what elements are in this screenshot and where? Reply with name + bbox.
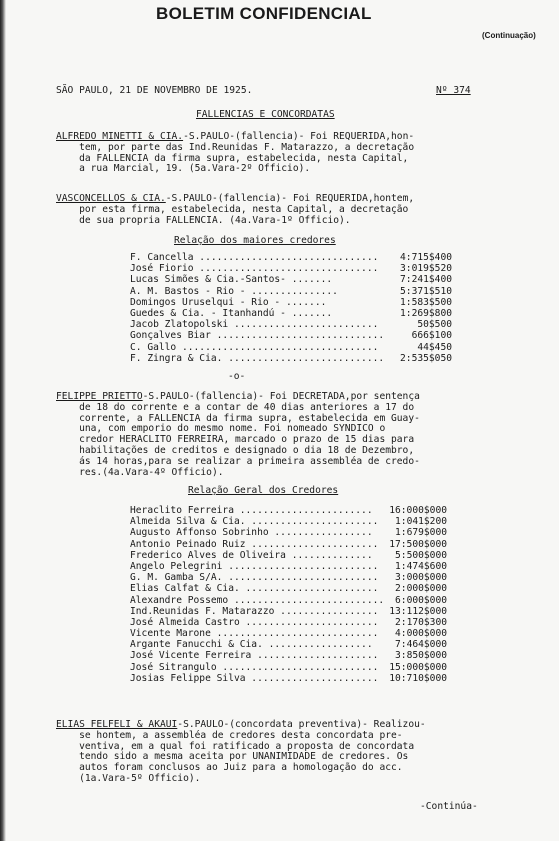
creditor-amount: 7:241$400	[400, 274, 452, 286]
entry-line: se hontem, a assembléa de credores desta concordata pre-	[56, 729, 403, 741]
section-title: FALLENCIAS E CONCORDATAS	[196, 109, 335, 120]
entry-line: autos foram conclusos ao Juiz para a homologação do acc.	[56, 762, 403, 774]
creditor-amount: 17:500$000	[389, 538, 447, 550]
entry-felippe-prietto	[56, 392, 420, 478]
creditor-amount: 15:000$000	[389, 661, 447, 673]
creditor-amount: 3:850$000	[395, 650, 447, 662]
creditor-name: Ind.Reunidas F. Matarazzo .................	[130, 605, 379, 617]
entry-line: habilitações de creditos e designado o dia 18 de Dezembro,	[56, 444, 415, 456]
creditor-name: Frederico Alves de Oliveira ..............	[130, 549, 373, 561]
entry-line: ELIAS FELFELI & AKAUI-S.PAULO-(concordata preventiva)- Realizou-	[56, 719, 426, 730]
creditor-row	[130, 650, 447, 661]
creditor-row	[130, 308, 452, 319]
creditor-amount: 2:535$050	[400, 352, 452, 364]
creditor-amount: 5:500$000	[395, 549, 447, 561]
bulletin-number: Nº 374	[436, 85, 471, 96]
creditor-name: Guedes & Cia. - Itanhandú - .......	[130, 307, 333, 319]
creditor-amount: 1:679$000	[395, 527, 447, 539]
creditor-name: Elias Calfat & Cia. .......................	[130, 583, 379, 595]
creditor-row	[130, 527, 447, 538]
creditor-name: José Fiorio ...............................	[130, 263, 379, 275]
entry-line: tem, por parte das Ind.Reunidas F. Matarazzo, a decretação	[56, 141, 415, 153]
creditor-row	[130, 583, 447, 594]
creditor-row	[130, 297, 452, 308]
creditor-amount: 50$500	[417, 319, 452, 331]
creditor-name: Augusto Affonso Sobrinho .................	[130, 527, 373, 539]
creditor-row	[130, 353, 452, 364]
creditor-amount: 1:583$500	[400, 296, 452, 308]
creditor-amount: 1:269$800	[400, 307, 452, 319]
creditor-amount: 44$450	[417, 341, 452, 353]
entry-line: de sua propria FALLENCIA. (4a.Vara-1º Officio).	[56, 214, 351, 226]
creditor-row	[130, 662, 447, 673]
continues-footer: -Continúa-	[420, 801, 478, 812]
creditor-amount: 1:474$600	[395, 560, 447, 572]
creditor-row	[130, 639, 447, 650]
creditor-name: Gonçalves Biar .............................	[130, 330, 385, 342]
entry-line: corrente, a FALLENCIA da firma supra, estabelecida em Guay-	[56, 412, 420, 424]
creditor-row	[130, 550, 447, 561]
creditor-row	[130, 617, 447, 628]
entry-line: tendo sido a mesma aceita por UNANIMIDADE de credores. Os	[56, 751, 409, 763]
page-edge-shadow	[0, 0, 6, 841]
creditor-row	[130, 595, 447, 606]
entry-line: por esta firma, estabelecida, nesta Capital, a decretação	[56, 203, 409, 215]
creditor-name: Antonio Peinado Ruiz ......................	[130, 538, 379, 550]
creditor-row	[130, 516, 447, 527]
entry-line: (1a.Vara-5º Officio).	[56, 772, 201, 784]
creditor-amount: 10:710$000	[389, 672, 447, 684]
creditor-name: Lucas Simões & Cia.-Santos- .......	[130, 274, 333, 286]
creditor-row	[130, 319, 452, 330]
creditors-list	[130, 505, 447, 684]
creditor-name: Alexandre Possemo ..........................	[130, 594, 385, 606]
creditor-name: F. Zingra & Cia. ...........................	[130, 352, 385, 364]
creditor-row	[130, 252, 452, 263]
creditor-row	[130, 286, 452, 297]
creditor-amount: 3:000$000	[395, 572, 447, 584]
entry-line: una, com emporio do mesmo nome. Foi nomeado SYNDICO o	[56, 423, 386, 435]
creditor-name: C. Gallo ..................................	[130, 341, 379, 353]
creditor-amount: 13:112$000	[389, 605, 447, 617]
entry-line: de 18 do corrente e a contar de 40 dias anteriores a 17 do	[56, 401, 415, 413]
creditor-row	[130, 330, 452, 341]
dateline: SÃO PAULO, 21 DE NOVEMBRO DE 1925.	[56, 85, 253, 96]
creditor-name: Josias Felippe Silva ......................	[130, 672, 379, 684]
separator: -o-	[228, 371, 246, 382]
creditor-name: Heraclito Ferreira .......................	[130, 505, 373, 516]
entry-alfredo-minetti	[56, 132, 414, 175]
creditors-title: Relação dos maiores credores	[174, 235, 336, 246]
creditor-name: José Sitrangulo ...........................	[130, 661, 379, 673]
creditors-list	[130, 252, 452, 364]
creditor-amount: 2:170$300	[395, 616, 447, 628]
continuation-label: (Continuação)	[482, 31, 536, 40]
creditor-row	[130, 561, 447, 572]
creditor-amount: 16:000$000	[389, 505, 447, 516]
creditor-amount: 666$100	[411, 330, 452, 342]
entry-line: VASCONCELLOS & CIA.-S.PAULO-(fallencia)- Foi REQUERIDA,hontem,	[56, 193, 415, 204]
creditor-amount: 6:000$000	[395, 594, 447, 606]
entry-line: da FALLENCIA da firma supra, estabelecida, nesta Capital,	[56, 152, 409, 164]
creditor-name: Argante Fanucchi & Cia. ..................	[130, 639, 373, 651]
creditor-name: F. Cancella ...............................	[130, 252, 379, 263]
entry-vasconcellos	[56, 194, 414, 226]
creditor-name: José Almeida Castro .......................	[130, 616, 379, 628]
creditor-amount: 4:715$400	[400, 252, 452, 263]
creditor-amount: 2:000$000	[395, 583, 447, 595]
entry-line: ás 14 horas,para se realizar a primeira assembléa de credo-	[56, 455, 420, 467]
creditor-name: A. M. Bastos - Rio - ...............	[130, 285, 338, 297]
bulletin-title: BOLETIM CONFIDENCIAL	[156, 4, 372, 23]
entry-line: credor HERACLITO FERREIRA, marcado o prazo de 15 dias para	[56, 434, 415, 446]
creditor-row	[130, 263, 452, 274]
creditor-amount: 5:371$510	[400, 285, 452, 297]
creditors-title: Relação Geral dos Credores	[188, 485, 339, 496]
creditor-name: Almeida Silva & Cia. ......................	[130, 516, 379, 528]
creditor-amount: 4:000$000	[395, 628, 447, 640]
creditor-amount: 7:464$000	[395, 639, 447, 651]
creditor-name: José Vicente Ferreira .....................	[130, 650, 379, 662]
creditor-name: G. M. Gamba S/A. ..........................	[130, 572, 379, 584]
creditor-row	[130, 539, 447, 550]
creditor-row	[130, 606, 447, 617]
entry-line: FELIPPE PRIETTO-S.PAULO-(fallencia)- Foi DECRETADA,por sentença	[56, 391, 420, 402]
entry-elias-felfeli	[56, 720, 426, 785]
creditor-amount: 3:019$520	[400, 263, 452, 275]
creditor-row	[130, 342, 452, 353]
creditor-row	[130, 673, 447, 684]
creditor-row	[130, 505, 447, 516]
creditor-row	[130, 628, 447, 639]
creditor-row	[130, 274, 452, 285]
entry-line: ALFREDO MINETTI & CIA.-S.PAULO-(fallencia)- Foi REQUERIDA,hon-	[56, 131, 415, 142]
entry-line: ventiva, em a qual foi ratificado a proposta de concordata	[56, 740, 415, 752]
entry-line: res.(4a.Vara-4º Officio).	[56, 466, 224, 478]
creditor-name: Vicente Marone ............................	[130, 628, 379, 640]
entry-line: a rua Marcial, 19. (5a.Vara-2º Officio).	[56, 163, 311, 175]
creditor-name: Jacob Zlatopolski .........................	[130, 319, 379, 331]
creditor-name: Angelo Pelegrini ..........................	[130, 560, 379, 572]
creditor-amount: 1:041$200	[395, 516, 447, 528]
creditor-name: Domingos Uruselqui - Rio - .......	[130, 296, 327, 308]
creditor-row	[130, 572, 447, 583]
